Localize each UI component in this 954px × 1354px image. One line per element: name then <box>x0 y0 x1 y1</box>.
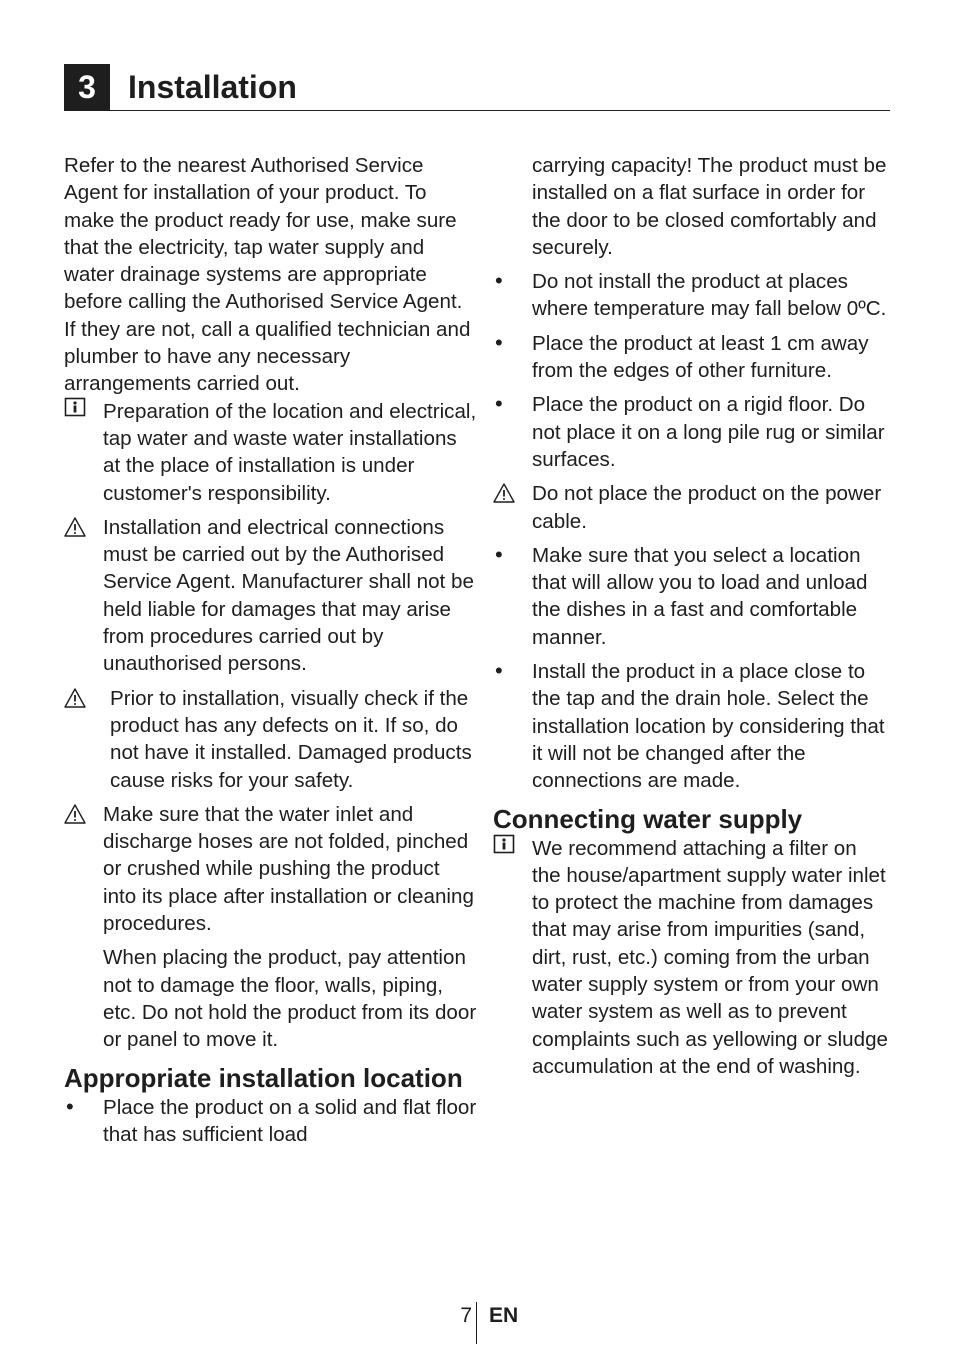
bullet-item <box>493 391 891 473</box>
left-column <box>64 152 478 1148</box>
warning-note-text: Make sure that the water inlet and discharge hoses are not folded, pinched or crushed while pushing the product into its place after installation or cleaning procedures. <box>103 802 474 936</box>
bullet-item <box>493 658 891 794</box>
warning-icon <box>64 516 86 538</box>
bullet-text: Place the product at least 1 cm away from the edges of other furniture. <box>532 331 869 383</box>
warning-note-text: Installation and electrical connections must be carried out by the Authorised Service Agent. Manufacturer shall not be held liable for damages that may arise from procedures carried out by unauthorised persons. <box>103 515 474 676</box>
warning-note <box>64 514 478 678</box>
placing-note: When placing the product, pay attention not to damage the floor, walls, piping, etc. Do not hold the product from its door or panel to move it. <box>103 946 477 1052</box>
page-number: 7 <box>460 1304 472 1327</box>
bullet-text: Install the product in a place close to the tap and the drain hole. Select the installation location by considering that it will not be changed after the connections are made. <box>532 660 885 793</box>
bullet-item <box>493 268 891 323</box>
warning-note <box>493 480 891 535</box>
info-note-text: Preparation of the location and electrical, tap water and waste water installations at the place of installation is under customer's responsibility. <box>103 399 477 505</box>
info-note <box>64 398 478 507</box>
footer-divider <box>476 1302 477 1344</box>
warning-note-text: Do not place the product on the power cable. <box>532 482 882 533</box>
info-icon <box>64 396 86 418</box>
warning-icon <box>64 803 86 825</box>
language-code: EN <box>489 1304 519 1327</box>
bullet-item <box>493 330 891 385</box>
bullet-text: Do not install the product at places where temperature may fall below 0ºC. <box>532 270 887 321</box>
warning-note-text: Prior to installation, visually check if the product has any defects on it. If so, do not have it installed. Damaged products cause risks for your safety. <box>110 686 472 792</box>
right-column <box>493 152 891 1080</box>
intro-paragraph: Refer to the nearest Authorised Service Agent for installation of your product. To make the product ready for use, make sure that the electricity, tap water supply and water drainage systems are appropriate before calling the Authorised Service Agent. If they are not, call a qualified technician and plumber to have any necessary arrangements carried out. <box>64 154 471 396</box>
chapter-number: 3 <box>64 64 110 110</box>
bullet-text: Place the product on a solid and flat floor that has sufficient load <box>103 1095 477 1146</box>
bullet-item <box>493 542 891 651</box>
bullet-icon: • <box>495 391 503 417</box>
chapter-header <box>64 64 890 111</box>
warning-note <box>64 801 478 937</box>
chapter-title: Installation <box>128 69 297 105</box>
bullet-item <box>64 1094 478 1149</box>
info-icon <box>493 833 515 855</box>
info-note-text: We recommend attaching a filter on the house/apartment supply water inlet to protect the machine from damages that may arise from impurities (sand, dirt, rust, etc.) coming from the urban water supply system or from your own water system as well as to prevent complaints such as yellowing or sludge accumulation at the end of washing. <box>532 836 888 1078</box>
bullet-icon: • <box>495 541 503 567</box>
warning-icon <box>64 687 86 709</box>
warning-note <box>64 685 478 794</box>
info-note <box>493 835 891 1081</box>
bullet-text: Place the product on a rigid floor. Do not place it on a long pile rug or similar surfaces. <box>532 393 885 471</box>
bullet-icon: • <box>495 268 503 294</box>
page-footer <box>0 1302 954 1344</box>
warning-icon <box>493 482 515 504</box>
bullet-text: Make sure that you select a location that will allow you to load and unload the dishes in a fast and comfortable manner. <box>532 543 868 649</box>
section-heading: Connecting water supply <box>493 803 803 834</box>
section-heading: Appropriate installation location <box>64 1062 463 1093</box>
bullet-icon: • <box>495 658 503 684</box>
continuation-text: carrying capacity! The product must be installed on a flat surface in order for the door to be closed comfortably and securely. <box>532 154 887 259</box>
bullet-icon: • <box>495 329 503 355</box>
bullet-icon: • <box>66 1093 74 1119</box>
